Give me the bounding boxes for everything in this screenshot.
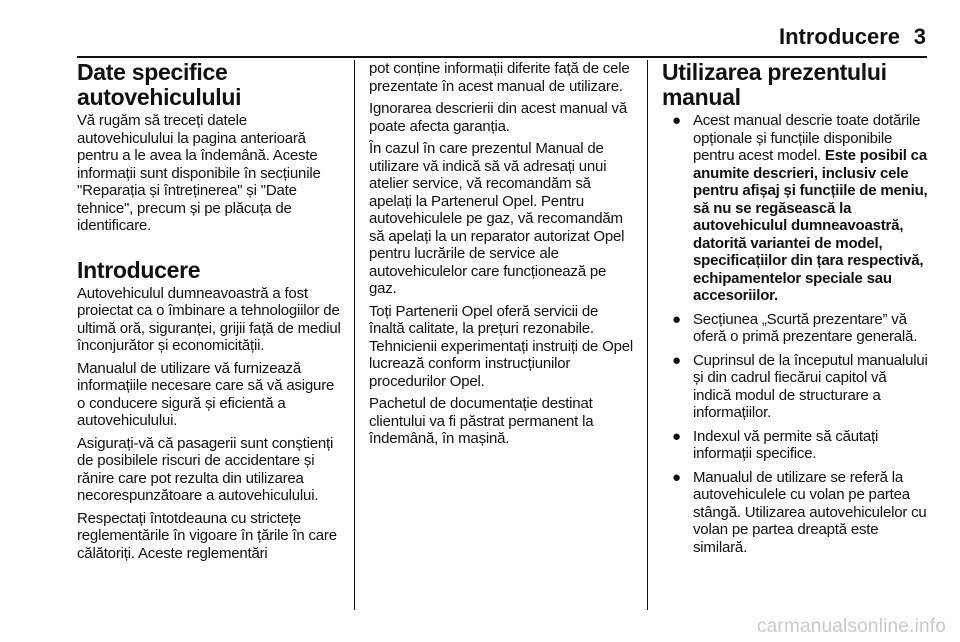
bullet-icon: ● [672,427,681,445]
list-item-text: Cuprinsul de la începutul manualului și din cadrul fiecărui capitol vă indică modul de structurare a informațiilor. [693,351,928,421]
list-item [662,428,928,463]
list-item [662,311,928,346]
watermark: carmanualsonline.info [756,616,946,637]
paragraph: pot conține informații diferite față de cele prezentate în acest manual de utilizare. [369,60,630,95]
paragraph: Pachetul de documentație destinat clientului va fi păstrat permanent la îndemână, în mașină. [369,395,594,447]
column-2 [369,60,635,620]
list-item-text: Acest manual descrie toate dotările opționale și funcțiile disponibile pentru acest model. [693,112,921,164]
column-divider-1 [354,60,355,610]
column-1 [77,60,343,620]
list-item-text: Secțiunea „Scurtă prezentare” vă oferă o primă prezentare generală. [693,310,918,345]
list-item-text: Indexul vă permite să căutați informații specifice. [693,427,879,462]
paragraph: Manualul de utilizare vă furnizează informațiile necesare care să vă asigure o conducere sigură și eficientă a autovehiculului. [77,359,335,429]
section-heading-introduction: Introducere [77,256,201,283]
paragraph: Autovehiculul dumneavoastră a fost proiectat ca o îmbinare a tehnologiilor de ultimă oră, siguranței, grijii față de mediul înconjurător și economicității. [77,284,341,354]
column-3 [662,60,928,620]
bullet-icon: ● [672,468,681,486]
spacer [77,240,343,258]
header-rule [77,56,927,58]
list-item-bold-note: Este posibil ca anumite descrieri, inclusiv cele pentru afișaj și funcțiile de meniu, să nu se regăsească la autovehiculul dumneavoastră, datorită variantei de model, specificațiilor din țara respectivă, echipamentelor speciale sau accesoriilor. [693,147,928,304]
page-number: 3 [913,24,926,49]
section-heading-vehicle-data: Date specifice autovehiculului [77,60,242,110]
column-divider-2 [647,60,648,610]
section-heading-manual-usage: Utilizarea prezentului manual [662,60,887,110]
list-item [662,352,928,422]
paragraph: Asigurați-vă că pasagerii sunt conștienți de posibilele riscuri de accidentare și rănire care pot rezulta din utilizarea necorespunzătoare a autovehiculului. [77,434,334,504]
bullet-icon: ● [672,112,681,129]
bullet-icon: ● [672,310,681,328]
paragraph: Ignorarea descrierii din acest manual vă poate afecta garanția. [369,100,627,135]
paragraph: Vă rugăm să treceți datele autovehiculului la pagina anterioară pentru a le avea la îndemână. Aceste informații sunt disponibile în secțiunile "Reparația și întreținerea" și "Date tehnice", precum și pe plăcuța de identificare. [77,112,321,234]
list-item-text: Manualul de utilizare se referă la autovehiculele cu volan pe partea stângă. Utilizarea autovehiculelor cu volan pe partea dreaptă este similară. [693,468,927,556]
page-header [0,0,960,57]
list-item [662,112,928,305]
paragraph: În cazul în care prezentul Manual de utilizare vă indică să vă adresați unui atelier service, vă recomandăm să apelați la Partenerul Opel. Pentru autovehiculele pe gaz, vă recomandăm să apelați la un reparator autorizat Opel pentru lucrările de service ale autovehiculelor care funcționează pe gaz. [369,140,625,297]
running-title: Introducere [778,24,900,49]
paragraph: Respectați întotdeauna cu strictețe reglementările în vigoare în țările în care călătoriți. Aceste reglementări [77,509,337,562]
paragraph: Toți Partenerii Opel oferă servicii de înaltă calitate, la prețuri rezonabile. Tehnicienii experimentați instruiți de Opel lucrează conform instrucțiunilor procedurilor Opel. [369,302,634,390]
bullet-icon: ● [672,351,681,369]
bullet-list [662,112,928,556]
list-item [662,469,928,557]
